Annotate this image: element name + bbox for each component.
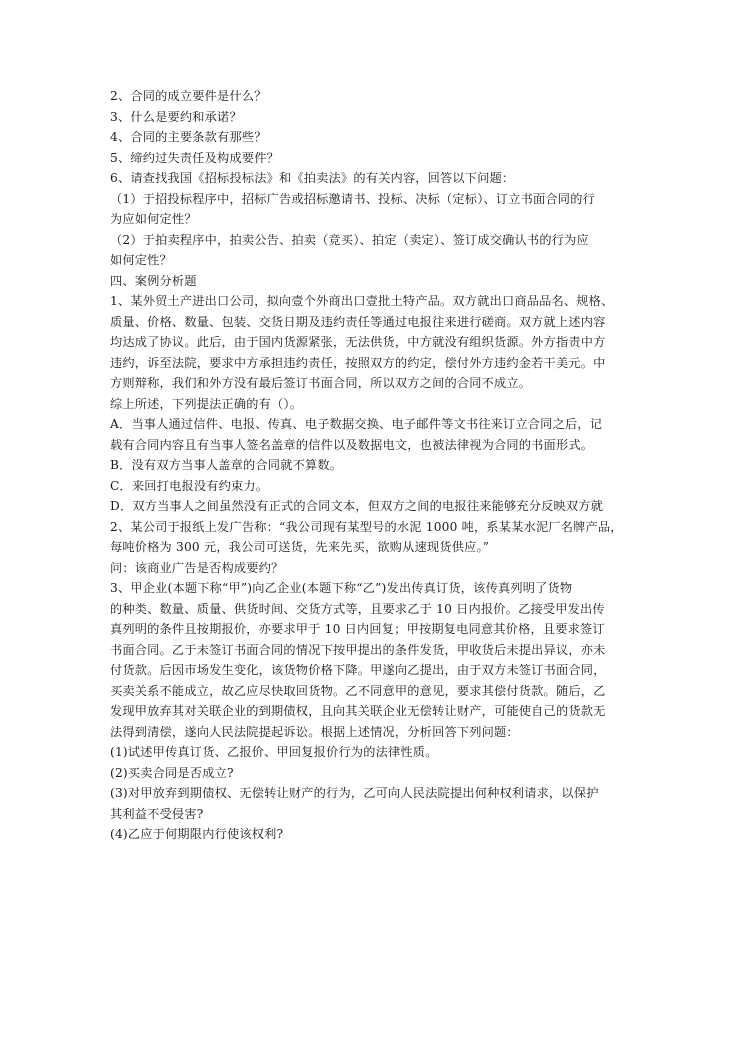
text-line: B．没有双方当事人盖章的合同就不算数。 xyxy=(110,458,343,472)
text-line: （1）于招投标程序中，招标广告或招标邀请书、投标、决标（定标）、订立书面合同的行 xyxy=(110,191,595,206)
text-line: 载有合同内容且有当事人签名盖章的信件以及数据电文，也被法律视为合同的书面形式。 xyxy=(110,437,594,452)
text-line: 如何定性？ xyxy=(110,253,172,267)
text-line: 付货款。后因市场发生变化，该货物价格下降。甲遂向乙提出，由于双方未签订书面合同， xyxy=(110,663,606,677)
text-line: 5、缔约过失责任及构成要件？ xyxy=(110,150,279,165)
text-line: 3、甲企业(本题下称“甲”)向乙企业(本题下称“乙”)发出传真订货，该传真列明了货物 xyxy=(110,581,573,595)
text-line: 四、案例分析题 xyxy=(110,273,197,288)
text-line: 其利益不受侵害? xyxy=(110,806,204,821)
text-line: (4)乙应于何期限内行使该权利? xyxy=(110,827,284,841)
text-line: 书面合同。乙于未签订书面合同的情况下按甲提出的条件发货，甲收货后未提出异议，亦未 xyxy=(110,642,606,657)
text-line: 的种类、数量、质量、供货时间、交货方式等，且要求乙于 10 日内报价。乙接受甲发出传 xyxy=(110,601,605,616)
document-page xyxy=(110,86,634,845)
text-line: 为应如何定性？ xyxy=(110,212,197,226)
text-line: 1、某外贸土产进出口公司，拟向壹个外商出口壹批土特产品。双方就出口商品品名、规格、 xyxy=(110,294,614,308)
text-line: 均达成了协议。此后，由于国内货源紧张，无法供货，中方就没有组织货源。外方指责中方 xyxy=(110,335,606,349)
text-line: (3)对甲放弃到期债权、无偿转让财产的行为，乙可向人民法院提出何种权利请求，以保护 xyxy=(110,786,599,800)
text-line: 2、某公司于报纸上发广告称：“我公司现有某型号的水泥 1000 吨，系某某水泥厂名牌产品， xyxy=(110,519,623,534)
text-line: 违约，诉至法院，要求中方承担违约责任，按照双方的约定，偿付外方违约金若干美元。中 xyxy=(110,355,606,370)
text-line: D．双方当事人之间虽然没有正式的合同文本，但双方之间的电报往来能够充分反映双方就 xyxy=(110,499,604,513)
text-line: 法得到清偿，遂向人民法院提起诉讼。根据上述情况，分析回答下列问题： xyxy=(110,724,519,739)
text-line: 买卖关系不能成立，故乙应尽快取回货物。乙不同意甲的意见，要求其偿付货款。随后，乙 xyxy=(110,683,606,698)
text-line: 综上所述，下列提法正确的有（）。 xyxy=(110,396,303,411)
text-line: 发现甲放弃其对关联企业的到期债权，且向其关联企业无偿转让财产，可能使自己的货款无 xyxy=(110,704,606,718)
text-line: 每吨价格为 300 元，我公司可送货，先来先买，欲购从速现货供应。” xyxy=(110,540,490,554)
text-line: (1)试述甲传真订货、乙报价、甲回复报价行为的法律性质。 xyxy=(110,745,438,759)
text-line: 6、请查找我国《招标投标法》和《拍卖法》的有关内容，回答以下问题： xyxy=(110,171,515,185)
text-line: (2)买卖合同是否成立? xyxy=(110,765,234,780)
text-line: 4、合同的主要条款有那些？ xyxy=(110,130,267,144)
text-line: C．来回打电报没有约束力。 xyxy=(110,478,269,493)
text-line: 问：该商业广告是否构成要约？ xyxy=(110,560,284,575)
text-line: （2）于拍卖程序中，拍卖公告、拍卖（竞买）、拍定（卖定）、签订成交确认书的行为应 xyxy=(110,232,589,247)
text-line: 质量、价格、数量、包装、交货日期及违约责任等通过电报往来进行磋商。双方就上述内容 xyxy=(110,314,606,329)
text-line: 2、合同的成立要件是什么？ xyxy=(110,89,267,103)
text-line: 真列明的条件且按期报价，亦要求甲于 10 日内回复；甲按期复电同意其价格，且要求签订 xyxy=(110,622,605,636)
text-line: 方则辩称，我们和外方没有最后签订书面合同，所以双方之间的合同不成立。 xyxy=(110,376,532,390)
text-line: A．当事人通过信件、电报、传真、电子数据交换、电子邮件等文书往来订立合同之后，记 xyxy=(110,417,603,431)
text-line: 3、什么是要约和承诺？ xyxy=(110,109,242,124)
